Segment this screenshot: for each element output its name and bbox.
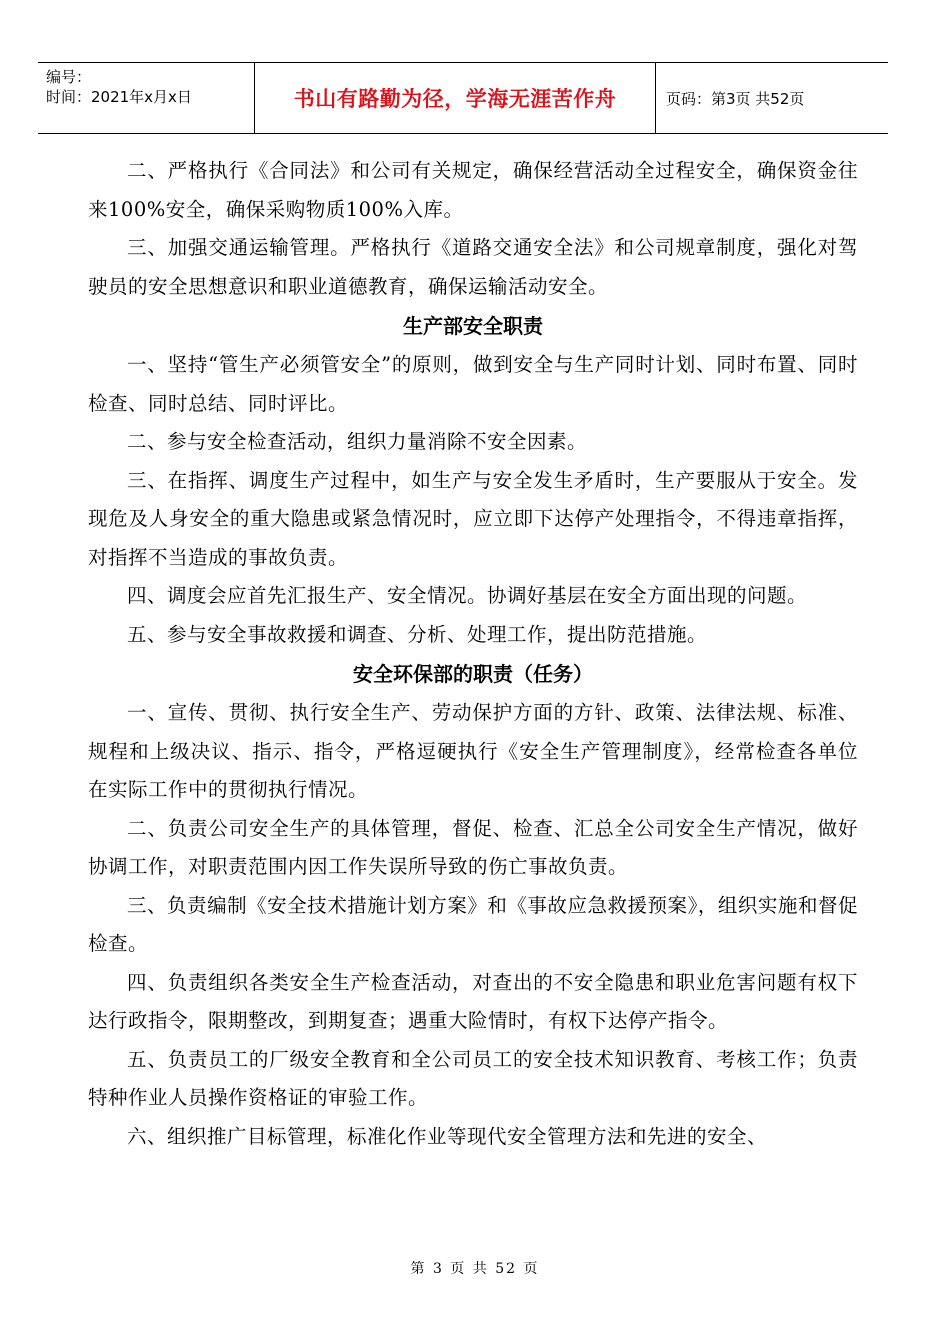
paragraph: 二、严格执行《合同法》和公司有关规定，确保经营活动全过程安全，确保资金往来100%安全，确保采购物质100%入库。 <box>88 159 858 221</box>
paragraph: 二、负责公司安全生产的具体管理，督促、检查、汇总全公司安全生产情况，做好协调工作，对职责范围内因工作失误所导致的伤亡事故负责。 <box>88 816 858 878</box>
header-motto: 书山有路勤为径，学海无涯苦作舟 <box>254 63 656 133</box>
paragraph: 一、宣传、贯彻、执行安全生产、劳动保护方面的方针、政策、法律法规、标准、规程和上级决议、指示、指令，严格逗硬执行《安全生产管理制度》，经常检查各单位在实际工作中的贯彻执行情况。 <box>88 701 858 801</box>
paragraph: 四、负责组织各类安全生产检查活动，对查出的不安全隐患和职业危害问题有权下达行政指令，限期整改，到期复查；遇重大险情时，有权下达停产指令。 <box>88 970 858 1032</box>
number-label: 编号： <box>46 68 92 86</box>
section-title-safety-env: 安全环保部的职责（任务） <box>353 662 593 686</box>
time-label: 时间：2021年x月x日 <box>46 88 192 106</box>
paragraph: 三、在指挥、调度生产过程中，如生产与安全发生矛盾时，生产要服从于安全。发现危及人身安全的重大隐患或紧急情况时，应立即下达停产处理指令，不得违章指挥，对指挥不当造成的事故负责。 <box>88 468 858 569</box>
header-meta <box>38 63 254 133</box>
paragraph: 五、参与安全事故救援和调查、分析、处理工作，提出防范措施。 <box>127 622 708 646</box>
paragraph: 四、调度会应首先汇报生产、安全情况。协调好基层在安全方面出现的问题。 <box>127 584 808 607</box>
paragraph: 三、加强交通运输管理。严格执行《道路交通安全法》和公司规章制度，强化对驾驶员的安全思想意识和职业道德教育，确保运输活动安全。 <box>88 236 858 298</box>
paragraph: 一、坚持“管生产必须管安全”的原则，做到安全与生产同时计划、同时布置、同时检查、同时总结、同时评比。 <box>88 353 858 415</box>
paragraph: 三、负责编制《安全技术措施计划方案》和《事故应急救援预案》，组织实施和督促检查。 <box>88 893 858 955</box>
paragraph: 六、组织推广目标管理，标准化作业等现代安全管理方法和先进的安全、 <box>127 1124 768 1148</box>
document-header <box>38 62 888 134</box>
header-page-code: 页码：第3页 共52页 <box>666 89 805 108</box>
page-footer: 第 3 页 共 52 页 <box>410 1261 540 1277</box>
section-title-production: 生产部安全职责 <box>403 314 543 338</box>
paragraph: 五、负责员工的厂级安全教育和全公司员工的安全技术知识教育、考核工作；负责特种作业人员操作资格证的审验工作。 <box>88 1047 858 1109</box>
paragraph: 二、参与安全检查活动，组织力量消除不安全因素。 <box>127 430 588 453</box>
document-body <box>88 152 858 1156</box>
